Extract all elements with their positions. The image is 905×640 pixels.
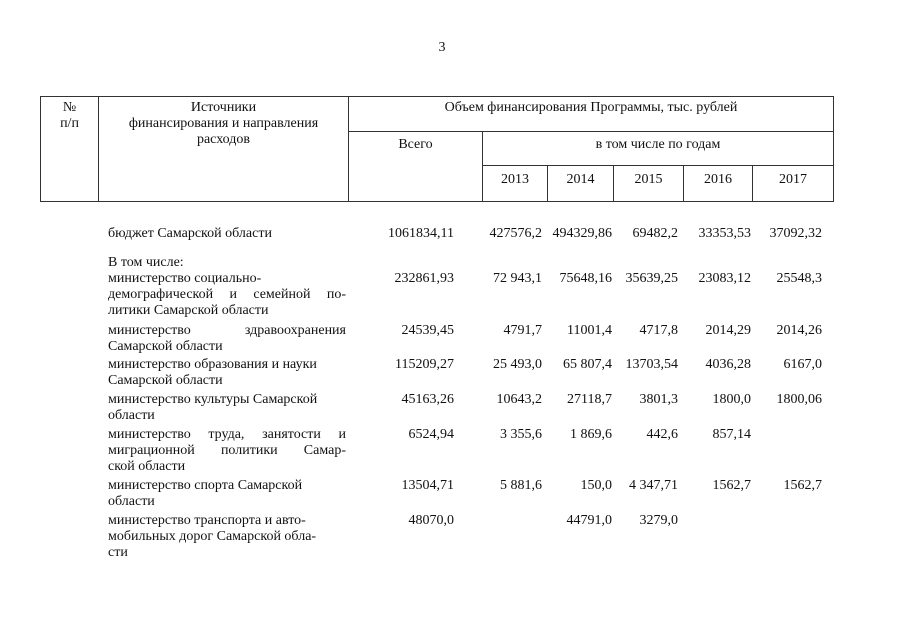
row-2014: 65 807,4 (563, 357, 612, 372)
row-total: 115209,27 (395, 357, 454, 372)
budget-2017: 37092,32 (769, 226, 822, 241)
header-year-2014: 2014 (566, 172, 595, 187)
row-description: министерство спорта Самарской области (108, 478, 303, 509)
row-2016: 1800,0 (712, 392, 751, 407)
budget-2014: 494329,86 (552, 226, 612, 241)
header-volume: Объем финансирования Программы, тыс. рублей (444, 100, 738, 115)
row-2016: 857,14 (712, 427, 751, 442)
row-2016: 1562,7 (712, 478, 751, 493)
row-2013: 3 355,6 (500, 427, 542, 442)
row-description: министерство образования и науки Самарской области (108, 357, 317, 388)
row-2013: 4791,7 (503, 323, 542, 338)
row-2017: 25548,3 (776, 271, 822, 286)
row-2014: 1 869,6 (570, 427, 612, 442)
budget-label: бюджет Самарской области (108, 226, 272, 241)
header-number-col: № п/п (60, 100, 79, 131)
row-2017: 1562,7 (783, 478, 822, 493)
row-2014: 44791,0 (566, 513, 612, 528)
row-2014: 11001,4 (567, 323, 612, 338)
row-2013: 72 943,1 (493, 271, 542, 286)
row-2015: 4717,8 (639, 323, 678, 338)
budget-total: 1061834,11 (388, 226, 454, 241)
budget-2015: 69482,2 (632, 226, 678, 241)
header-year-2016: 2016 (704, 172, 732, 187)
row-2014: 27118,7 (567, 392, 612, 407)
row-2016: 2014,29 (705, 323, 751, 338)
row-2013: 25 493,0 (493, 357, 542, 372)
row-2014: 150,0 (580, 478, 612, 493)
row-total: 13504,71 (401, 478, 454, 493)
header-source-col: Источники финансирования и направления расходов (128, 100, 319, 147)
row-description: министерство здравоохранения Самарской области (108, 323, 346, 354)
row-total: 45163,26 (401, 392, 454, 407)
row-description: министерство транспорта и авто- мобильных дорог Самарской обла- сти (108, 513, 317, 560)
row-2017: 2014,26 (776, 323, 822, 338)
row-2017: 6167,0 (783, 357, 822, 372)
row-description: министерство труда, занятости и миграционной политики Самар- ской области (108, 427, 346, 474)
row-total: 6524,94 (408, 427, 454, 442)
row-2015: 13703,54 (625, 357, 678, 372)
row-total: 24539,45 (401, 323, 454, 338)
page-number: 3 (438, 40, 446, 55)
header-year-2013: 2013 (501, 172, 529, 187)
row-total: 48070,0 (408, 513, 454, 528)
row-2015: 35639,25 (625, 271, 678, 286)
row-2015: 4 347,71 (629, 478, 678, 493)
row-2015: 442,6 (646, 427, 678, 442)
header-year-2017: 2017 (779, 172, 807, 187)
row-description: министерство социально- демографической и семейной по- литики Самарской области (108, 271, 346, 318)
row-2016: 4036,28 (705, 357, 751, 372)
header-by-years: в том числе по годам (595, 137, 721, 152)
row-2013: 10643,2 (496, 392, 542, 407)
budget-2016: 33353,53 (698, 226, 751, 241)
row-2013: 5 881,6 (500, 478, 542, 493)
header-year-2015: 2015 (634, 172, 663, 187)
budget-2013: 427576,2 (489, 226, 542, 241)
row-2014: 75648,16 (559, 271, 612, 286)
row-2015: 3801,3 (639, 392, 678, 407)
row-total: 232861,93 (394, 271, 454, 286)
header-total: Всего (398, 137, 433, 152)
row-description: министерство культуры Самарской области (108, 392, 318, 423)
row-2016: 23083,12 (698, 271, 751, 286)
row-2017: 1800,06 (776, 392, 822, 407)
including-label: В том числе: (108, 255, 184, 270)
row-2015: 3279,0 (639, 513, 678, 528)
